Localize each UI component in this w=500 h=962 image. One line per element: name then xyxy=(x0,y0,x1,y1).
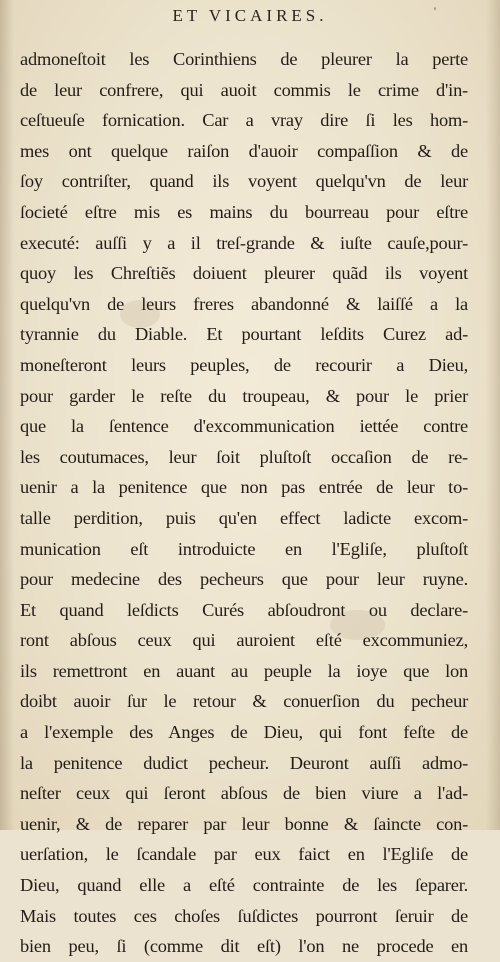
body-text xyxy=(20,44,468,962)
text-line: Mais toutes ces choſes ſuſdictes pourront ſeruir de xyxy=(20,905,468,926)
text-line: uenir a la penitence que non pas entrée de leur to- xyxy=(20,477,468,498)
text-line: ſoy contriſter, quand ils voyent quelqu'vn de leur xyxy=(20,171,468,192)
text-line: quelqu'vn de leurs freres abandonné & laiſſé a la xyxy=(20,293,468,314)
text-line: bien peu, ſi (comme dit eſt) l'on ne procede en xyxy=(20,936,468,957)
text-line: munication eſt introduicte en l'Egliſe, pluſtoſt xyxy=(20,538,468,559)
text-line: ils remettront en auant au peuple la ioye que lon xyxy=(20,660,468,681)
text-line: uenir, & de reparer par leur bonne & ſaincte con- xyxy=(20,813,468,834)
text-line: Et quand leſdicts Curés abſoudront ou declare- xyxy=(20,599,468,620)
text-line: pour garder le reſte du troupeau, & pour le prier xyxy=(20,385,468,406)
page-left-edge xyxy=(0,0,14,830)
text-line: ront abſous ceux qui auroient eſté excommuniez, xyxy=(20,630,468,651)
text-line: neſter ceux qui ſeront abſous de bien viure a l'ad- xyxy=(20,783,468,804)
text-line: a l'exemple des Anges de Dieu, qui font feſte de xyxy=(20,722,468,743)
text-line: quoy les Chreſtiẽs doiuent pleurer quãd ils voyent xyxy=(20,263,468,284)
text-line: ſocieté eſtre mis es mains du bourreau pour eſtre xyxy=(20,201,468,222)
running-head: ET VICAIRES. xyxy=(172,6,328,25)
text-line: uerſation, le ſcandale par eux faict en l'Egliſe de xyxy=(20,844,468,865)
text-line: de leur confrere, qui auoit commis le crime d'in- xyxy=(20,79,468,100)
text-line: tyrannie du Diable. Et pourtant leſdits Curez ad- xyxy=(20,324,468,345)
text-line: moneſteront leurs peuples, de recourir a Dieu, xyxy=(20,354,468,375)
text-line: pour medecine des pecheurs que pour leur ruyne. xyxy=(20,569,468,590)
text-line: Dieu, quand elle a eſté contrainte de les ſeparer. xyxy=(20,875,468,896)
text-line: executé: auſſi y a il treſ-grande & iuſte cauſe,pour- xyxy=(20,232,468,253)
text-line: doibt auoir ſur le retour & conuerſion du pecheur xyxy=(20,691,468,712)
text-line: la penitence dudict pecheur. Deuront auſſi admo- xyxy=(20,752,468,773)
text-line: admoneſtoit les Corinthiens de pleurer la perte xyxy=(20,49,468,69)
text-line: ceſtueuſe fornication. Car a vray dire ſi les hom- xyxy=(20,110,468,131)
text-line: mes ont quelque raiſon d'auoir compaſſion & de xyxy=(20,140,468,161)
text-line: les coutumaces, leur ſoit pluſtoſt occaſion de re- xyxy=(20,446,468,467)
text-line: talle perdition, puis qu'en effect ladicte excom- xyxy=(20,507,468,528)
text-line: que la ſentence d'excommunication iettée contre xyxy=(20,416,468,437)
page-right-edge xyxy=(486,0,500,830)
corner-mark: ' xyxy=(433,4,436,18)
